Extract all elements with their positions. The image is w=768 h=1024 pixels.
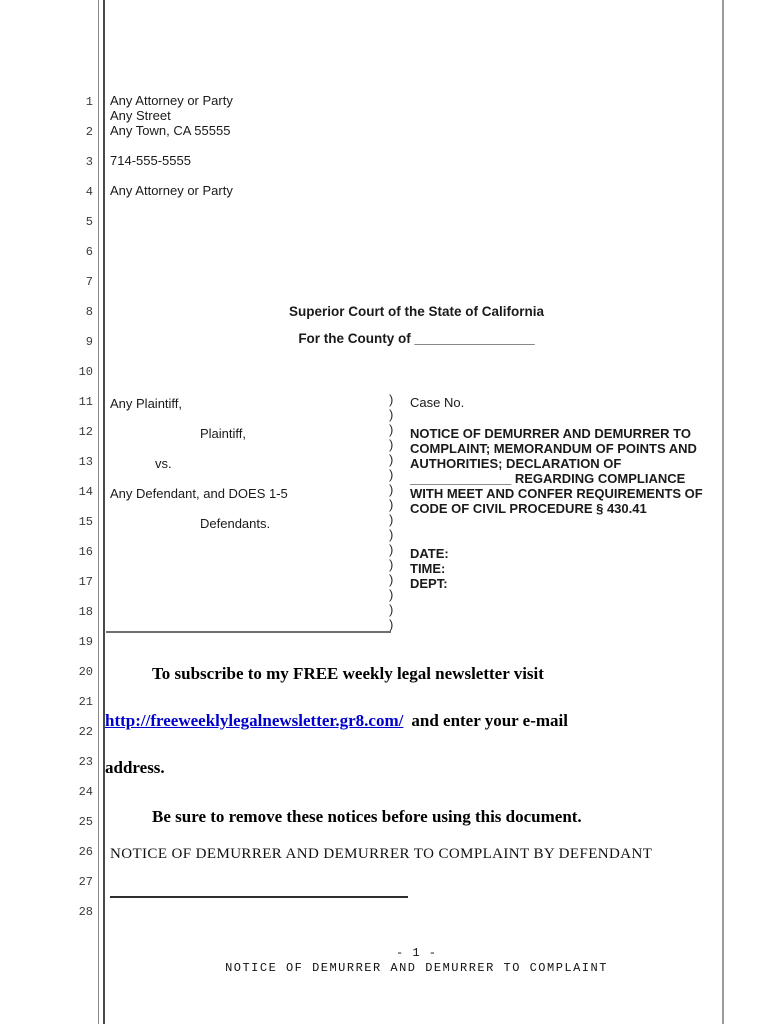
caption-box-bottom-line [106, 631, 391, 633]
line-number-21: 21 [78, 695, 93, 709]
caption-paren: ) [389, 407, 394, 422]
line-number-25: 25 [78, 815, 93, 829]
line-number-23: 23 [78, 755, 93, 769]
caption-paren: ) [389, 392, 394, 407]
caption-paren: ) [389, 422, 394, 437]
left-margin-rule-inner [103, 0, 105, 1024]
line-number-19: 19 [78, 635, 93, 649]
hearing-date-label: DATE: [410, 546, 449, 561]
hearing-dept-label: DEPT: [410, 576, 448, 591]
caption-paren: ) [389, 587, 394, 602]
line-number-22: 22 [78, 725, 93, 739]
newsletter-intro-line: To subscribe to my FREE weekly legal newsletter visit [152, 664, 544, 683]
newsletter-address-line: address. [105, 758, 165, 777]
line-number-8: 8 [85, 305, 93, 319]
line-number-2: 2 [85, 125, 93, 139]
hearing-time-label: TIME: [410, 561, 446, 576]
attorney-phone: 714-555-5555 [110, 153, 191, 168]
caption-paren: ) [389, 527, 394, 542]
line-number-15: 15 [78, 515, 93, 529]
caption-paren: ) [389, 482, 394, 497]
line-number-28: 28 [78, 905, 93, 919]
document-title-line: CODE OF CIVIL PROCEDURE § 430.41 [410, 501, 647, 516]
footer-document-title: NOTICE OF DEMURRER AND DEMURRER TO COMPLAINT [225, 961, 608, 975]
case-number-label: Case No. [410, 395, 465, 410]
document-title-block [410, 426, 703, 516]
caption-paren: ) [389, 497, 394, 512]
defendant-name-blank-line [110, 896, 408, 898]
line-number-11: 11 [78, 395, 93, 409]
newsletter-remove-notice-line: Be sure to remove these notices before using this document. [152, 807, 582, 826]
right-margin-rule [722, 0, 724, 1024]
line-number-13: 13 [78, 455, 93, 469]
line-number-column [0, 0, 93, 1024]
document-title-line: AUTHORITIES; DECLARATION OF [410, 456, 622, 471]
line-number-4: 4 [85, 185, 93, 199]
attorney-street-line: Any Street [110, 108, 171, 123]
caption-paren: ) [389, 452, 394, 467]
document-title-line: WITH MEET AND CONFER REQUIREMENTS OF [410, 486, 703, 501]
court-county-line: For the County of ________________ [298, 331, 535, 346]
document-title-line: COMPLAINT; MEMORANDUM OF POINTS AND [410, 441, 697, 456]
document-title-line: NOTICE OF DEMURRER AND DEMURRER TO [410, 426, 691, 441]
line-number-1: 1 [85, 95, 93, 109]
line-number-14: 14 [78, 485, 93, 499]
line-number-18: 18 [78, 605, 93, 619]
line-number-5: 5 [85, 215, 93, 229]
newsletter-link[interactable]: http://freeweeklylegalnewsletter.gr8.com/ [105, 711, 404, 730]
court-title: Superior Court of the State of California [288, 304, 544, 319]
line-number-3: 3 [85, 155, 93, 169]
line-number-24: 24 [78, 785, 93, 799]
caption-paren: ) [389, 557, 394, 572]
caption-plaintiff-label: Plaintiff, [200, 426, 247, 441]
newsletter-link-suffix: and enter your e-mail [411, 711, 568, 730]
attorney-name-line: Any Attorney or Party [110, 93, 233, 108]
attorney-city-line: Any Town, CA 55555 [110, 123, 231, 138]
caption-paren: ) [389, 617, 394, 632]
caption-paren: ) [389, 542, 394, 557]
footer-page-number: - 1 - [395, 946, 437, 960]
caption-vs: vs. [155, 456, 172, 471]
attorney-address-block [110, 93, 233, 138]
line-number-6: 6 [85, 245, 93, 259]
line-number-20: 20 [78, 665, 93, 679]
line-number-10: 10 [78, 365, 93, 379]
line-number-9: 9 [85, 335, 93, 349]
caption-defendant-label: Defendants. [200, 516, 271, 531]
line-number-7: 7 [85, 275, 93, 289]
line-number-12: 12 [78, 425, 93, 439]
line-number-26: 26 [78, 845, 93, 859]
newsletter-link-line [105, 710, 568, 731]
body-notice-title: NOTICE OF DEMURRER AND DEMURRER TO COMPLAINT BY DEFENDANT [110, 846, 653, 862]
caption-defendant-name: Any Defendant, and DOES 1-5 [110, 486, 288, 501]
line-number-17: 17 [78, 575, 93, 589]
caption-plaintiff-name: Any Plaintiff, [110, 396, 183, 411]
attorney-for-line: Any Attorney or Party [110, 183, 233, 198]
document-title-line: ______________ REGARDING COMPLIANCE [410, 471, 686, 486]
caption-paren: ) [389, 437, 394, 452]
line-number-27: 27 [78, 875, 93, 889]
caption-paren: ) [389, 572, 394, 587]
caption-paren: ) [389, 467, 394, 482]
caption-paren: ) [389, 512, 394, 527]
line-number-16: 16 [78, 545, 93, 559]
left-margin-rule-outer [98, 0, 99, 1024]
caption-paren: ) [389, 602, 394, 617]
